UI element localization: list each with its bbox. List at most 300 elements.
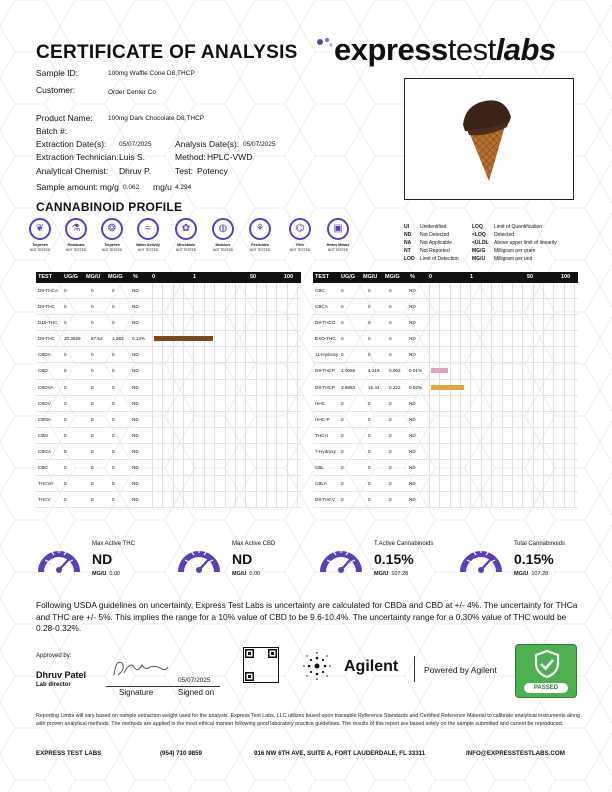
grid-line (152, 315, 153, 330)
grid-line (450, 428, 451, 443)
grid-line (245, 331, 246, 346)
grid-line (553, 380, 554, 395)
grid-line (245, 444, 246, 459)
signature-line (106, 686, 176, 687)
grid-line (225, 283, 226, 298)
cell-pct: ND (409, 288, 416, 293)
cell-pct: ND (409, 320, 416, 326)
grid-line (287, 331, 288, 346)
grid-line (297, 476, 298, 491)
signed-on-line (174, 686, 220, 687)
grid-line (287, 476, 288, 491)
grid-line (481, 412, 482, 427)
grid-line (491, 331, 492, 346)
grid-line (553, 396, 554, 411)
grid-line (152, 396, 153, 411)
grid-line (245, 380, 246, 395)
grid-line (276, 283, 277, 298)
grid-line (287, 428, 288, 443)
grid-line (193, 299, 194, 314)
grid-line (162, 476, 163, 491)
cell-test: D9-THCP (315, 368, 335, 374)
grid-line (173, 299, 174, 314)
cell-ugg: 0 (341, 432, 344, 438)
grid-line (225, 380, 226, 395)
grid-line (162, 428, 163, 443)
grid-line (162, 412, 163, 427)
grid-line (204, 347, 205, 362)
test-0 (20, 218, 60, 252)
grid-line (266, 283, 267, 298)
legend-text: Not Detected (420, 232, 450, 238)
cannabinoid-table-right (313, 272, 578, 508)
grid-line (162, 444, 163, 459)
cell-ugg: 0 (341, 497, 344, 503)
legend-abbr: UI (404, 224, 409, 230)
grid-line (256, 428, 257, 443)
table-row (313, 347, 578, 363)
gauge-icon (458, 542, 504, 576)
grid-line (512, 428, 513, 443)
sample-amount-label: Sample amount: (36, 182, 98, 192)
cell-mgu: 0 (91, 432, 94, 438)
grid-line (287, 315, 288, 330)
grid-line (173, 476, 174, 491)
test-2 (92, 218, 132, 252)
cell-test: THCH (315, 432, 328, 438)
cell-test: CBGA (38, 448, 52, 454)
grid-line (297, 396, 298, 411)
legend-abbr: LOQ (472, 224, 483, 230)
grid-line (460, 299, 461, 314)
grid-line (225, 396, 226, 411)
grid-line (266, 331, 267, 346)
grid-line (225, 331, 226, 346)
grid-line (297, 444, 298, 459)
grid-line (533, 460, 534, 475)
cell-mgu: 0 (368, 465, 371, 471)
grid-line (235, 396, 236, 411)
grid-line (460, 363, 461, 378)
cell-mgu: 0 (368, 288, 371, 293)
table-row (36, 380, 301, 396)
grid-line (553, 347, 554, 362)
customer-value: Order Center Co (108, 89, 157, 96)
header-t50: 50 (527, 274, 534, 280)
cell-mgg: 0 (389, 481, 392, 487)
cell-mgg: 0 (112, 432, 115, 438)
grid-line (276, 380, 277, 395)
cell-mgg: 0 (112, 368, 115, 374)
legend-item (404, 240, 452, 246)
legend-item (472, 224, 542, 230)
grid-line (225, 363, 226, 378)
grid-line (225, 476, 226, 491)
grid-line (574, 396, 575, 411)
grid-line (574, 283, 575, 298)
grid-line (245, 363, 246, 378)
grid-line (204, 283, 205, 298)
grid-line (256, 460, 257, 475)
grid-line (470, 428, 471, 443)
grid-line (481, 380, 482, 395)
disclaimer-paragraph: Reporting Limits will vary based on sample extraction weight used for the analysis. Express Test Labs, LLC utilizes based upon traceable Reference Standards and Certified Reference Material to calibrate analytical instruments along with proven analytical methods. The methods are applied in the most ethical manner following good laboratory practice guidelines. The results of this report are based solely on the sample submitted and cannot be reproduced. (36, 713, 581, 728)
grid-line (287, 460, 288, 475)
grid-line (564, 380, 565, 395)
cell-mgg: 0 (112, 352, 115, 358)
grid-line (287, 283, 288, 298)
product-photo (404, 78, 574, 200)
grid-line (266, 476, 267, 491)
grid-line (276, 315, 277, 330)
test-8 (318, 218, 358, 252)
grid-line (450, 331, 451, 346)
grid-line (235, 476, 236, 491)
grid-line (256, 444, 257, 459)
logo-word-labs: labs (495, 32, 556, 67)
header-pct: % (133, 274, 138, 280)
grid-line (543, 283, 544, 298)
cell-mgu: 87.52 (91, 336, 103, 342)
grid-line (522, 412, 523, 427)
grid-line (564, 315, 565, 330)
table-row (36, 476, 301, 492)
grid-line (183, 460, 184, 475)
grid-line (491, 412, 492, 427)
grid-line (266, 444, 267, 459)
moisture-icon (212, 218, 234, 240)
grid-line (214, 380, 215, 395)
grid-line (470, 380, 471, 395)
grid-line (225, 299, 226, 314)
cell-mgg: 0 (112, 384, 115, 390)
legend-text: Unidentified (420, 224, 447, 230)
grid-line (564, 347, 565, 362)
grid-line (183, 363, 184, 378)
sample-id-value: 100mg Waffle Cone D8,THCP (108, 70, 195, 77)
cell-pct: ND (132, 320, 139, 326)
cell-mgg: 1.263 (112, 336, 124, 342)
header-ugg: UG/G (341, 274, 356, 280)
grid-line (481, 396, 482, 411)
grid-line (512, 444, 513, 459)
grid-line (502, 283, 503, 298)
grid-line (543, 476, 544, 491)
grid-line (564, 299, 565, 314)
cell-mgu: 0 (91, 352, 94, 358)
grid-line (297, 492, 298, 507)
grid-line (512, 380, 513, 395)
passed-label: PASSED (524, 683, 568, 693)
mgu-label: mg/u (153, 182, 172, 192)
cell-pct: ND (409, 448, 416, 454)
agilent-wordmark: Agilent (344, 658, 399, 675)
approver-name: Dhruv Patel (36, 670, 87, 680)
grid-line (502, 428, 503, 443)
table-row (36, 460, 301, 476)
mgg-value: 0.062 (123, 184, 140, 191)
grid-line (276, 412, 277, 427)
grid-line (439, 444, 440, 459)
cell-ugg: 0 (341, 352, 344, 358)
grid-line (574, 412, 575, 427)
grid-line (574, 363, 575, 378)
analysis-dates-value: 05/07/2025 (243, 141, 276, 148)
grid-line (214, 492, 215, 507)
header-t1: 1 (470, 274, 474, 280)
approved-by-label: Approved by: (36, 653, 72, 659)
grid-line (574, 299, 575, 314)
header-pct: % (410, 274, 415, 280)
cannabinoid-table-left (36, 272, 301, 508)
grid-line (183, 396, 184, 411)
cell-ugg: 0 (64, 497, 67, 503)
footer-phone[interactable]: (954) 710 9859 (160, 750, 202, 757)
grid-line (235, 444, 236, 459)
table-row (313, 412, 578, 428)
test-status: NOT TESTED (65, 248, 87, 252)
grid-line (183, 315, 184, 330)
grid-line (214, 363, 215, 378)
grid-line (460, 396, 461, 411)
test-name: Residuals (67, 243, 85, 247)
grid-line (276, 460, 277, 475)
cell-mgu: 0 (368, 336, 371, 342)
grid-line (193, 363, 194, 378)
test-label: Test: (175, 166, 193, 176)
legend-item (472, 240, 557, 246)
grid-line (225, 428, 226, 443)
grid-line (225, 460, 226, 475)
grid-line (204, 412, 205, 427)
grid-line (173, 315, 174, 330)
cell-ugg: 0 (341, 465, 344, 471)
grid-line (429, 347, 430, 362)
header-mgu: MG/U (86, 274, 101, 280)
grid-line (450, 283, 451, 298)
grid-line (245, 299, 246, 314)
grid-line (564, 396, 565, 411)
test-status: NOT TESTED (101, 248, 123, 252)
grid-line (553, 492, 554, 507)
grid-line (235, 347, 236, 362)
grid-line (439, 476, 440, 491)
footer-email[interactable]: INFO@EXPRESSTESTLABS.COM (466, 750, 565, 757)
legend-item (472, 256, 532, 262)
cell-pct: ND (132, 416, 139, 422)
table-row (36, 444, 301, 460)
metals-icon-glyph: ▣ (333, 223, 343, 234)
grid-line (512, 476, 513, 491)
cell-mgu: 0 (91, 320, 94, 326)
cell-ugg: 0 (64, 432, 67, 438)
water-icon-glyph: ≈ (145, 223, 151, 234)
grid-line (276, 492, 277, 507)
grid-line (235, 363, 236, 378)
grid-line (470, 444, 471, 459)
test-4 (166, 218, 206, 252)
grid-line (429, 363, 430, 378)
moisture-icon-glyph: ◍ (218, 223, 228, 234)
grid-line (439, 331, 440, 346)
microbe-icon (175, 218, 197, 240)
cell-test: CBG (38, 465, 48, 471)
grid-line (533, 380, 534, 395)
grid-line (522, 380, 523, 395)
qr-code[interactable] (243, 647, 279, 683)
table-header (313, 272, 578, 283)
legend-text: Not Applicable (420, 240, 452, 246)
grid-line (214, 476, 215, 491)
grid-line (225, 444, 226, 459)
grid-line (193, 396, 194, 411)
grid-line (533, 283, 534, 298)
grid-line (152, 283, 153, 298)
cell-test: CBDV (38, 400, 51, 406)
test-3 (128, 218, 168, 252)
cell-mgg: 0.062 (389, 368, 401, 374)
result-bar (431, 385, 464, 390)
grid-line (173, 444, 174, 459)
grid-line (152, 460, 153, 475)
grid-line (245, 476, 246, 491)
metals-icon (327, 218, 349, 240)
powered-by-label: Powered by Agilent (424, 665, 497, 675)
grid-line (204, 428, 205, 443)
grid-line (214, 396, 215, 411)
passed-badge (515, 644, 577, 698)
grid-line (183, 444, 184, 459)
grid-line (266, 363, 267, 378)
grid-line (193, 444, 194, 459)
grid-line (481, 363, 482, 378)
grid-line (287, 412, 288, 427)
grid-line (439, 283, 440, 298)
sample-id-label: Sample ID: (36, 68, 79, 78)
grid-line (470, 396, 471, 411)
grid-line (543, 428, 544, 443)
legend-item (472, 248, 535, 254)
cell-pct: ND (409, 336, 416, 342)
grid-line (439, 315, 440, 330)
grid-line (450, 396, 451, 411)
cell-pct: 0.02% (409, 384, 423, 390)
grid-line (512, 283, 513, 298)
grid-line (297, 363, 298, 378)
grid-line (266, 347, 267, 362)
grid-line (266, 428, 267, 443)
gauge-icon (36, 542, 82, 576)
grid-line (533, 444, 534, 459)
header-t50: 50 (250, 274, 257, 280)
grid-line (450, 347, 451, 362)
grid-line (245, 412, 246, 427)
grid-line (235, 412, 236, 427)
grid-line (266, 396, 267, 411)
grid-line (225, 347, 226, 362)
cell-mgg: 0 (389, 336, 392, 342)
grid-line (450, 299, 451, 314)
header-ugg: UG/G (64, 274, 79, 280)
grid-line (162, 492, 163, 507)
leaf-icon-glyph: ❦ (35, 223, 45, 234)
grid-line (460, 476, 461, 491)
cell-test: D10-THC (38, 320, 58, 326)
grid-line (173, 347, 174, 362)
grid-line (266, 315, 267, 330)
grid-line (481, 315, 482, 330)
grid-line (162, 460, 163, 475)
grid-line (193, 380, 194, 395)
grid-line (152, 331, 153, 346)
grid-line (204, 380, 205, 395)
table-row (313, 363, 578, 379)
cell-mgg: 0 (389, 416, 392, 422)
grid-line (522, 428, 523, 443)
grid-line (543, 412, 544, 427)
grid-line (287, 396, 288, 411)
grid-line (276, 444, 277, 459)
grid-line (225, 492, 226, 507)
legend-abbr: <LOQ (472, 232, 486, 238)
customer-label: Customer: (36, 85, 76, 95)
cell-test: CBDA (38, 352, 51, 358)
grid-line (152, 492, 153, 507)
grid-line (533, 315, 534, 330)
grid-line (173, 396, 174, 411)
summary-mgu-value: 0.00 (249, 571, 261, 577)
grid-line (235, 299, 236, 314)
cell-mgg: 0 (112, 320, 115, 326)
grid-line (543, 315, 544, 330)
grid-line (450, 492, 451, 507)
test-5 (203, 218, 243, 252)
header-mgg: MG/G (385, 274, 400, 280)
grid-line (193, 476, 194, 491)
grid-line (450, 315, 451, 330)
waffle-cone-image (405, 79, 573, 199)
test-name: Water Activity (136, 243, 160, 247)
grid-line (152, 476, 153, 491)
table-row (36, 412, 301, 428)
grid-line (491, 283, 492, 298)
grid-line (287, 380, 288, 395)
extraction-dates-label: Extraction Date(s): (36, 139, 107, 149)
cell-ugg: 0 (64, 481, 67, 487)
flask-icon-glyph: ⚗ (71, 223, 81, 234)
summary-label: Max Active THC (92, 541, 135, 547)
cell-ugg: 20.3629 (64, 336, 81, 342)
shield-check-icon (533, 649, 561, 679)
grid-line (512, 396, 513, 411)
summary-mgu-label: MG/U (232, 571, 247, 577)
grid-line (214, 299, 215, 314)
table-row (36, 363, 301, 379)
cell-mgu: 0 (368, 432, 371, 438)
test-name: Moisture (215, 243, 231, 247)
summary-value: ND (232, 551, 253, 567)
batch-label: Batch #: (36, 126, 68, 136)
microbe-icon-glyph: ✿ (181, 223, 191, 234)
table-row (313, 380, 578, 396)
legend-text: Detected (494, 232, 515, 238)
grid-line (266, 412, 267, 427)
chemist-label: Analytical Chemist: (36, 166, 109, 176)
grid-line (214, 283, 215, 298)
table-header (36, 272, 301, 283)
grid-line (522, 460, 523, 475)
grid-line (183, 283, 184, 298)
